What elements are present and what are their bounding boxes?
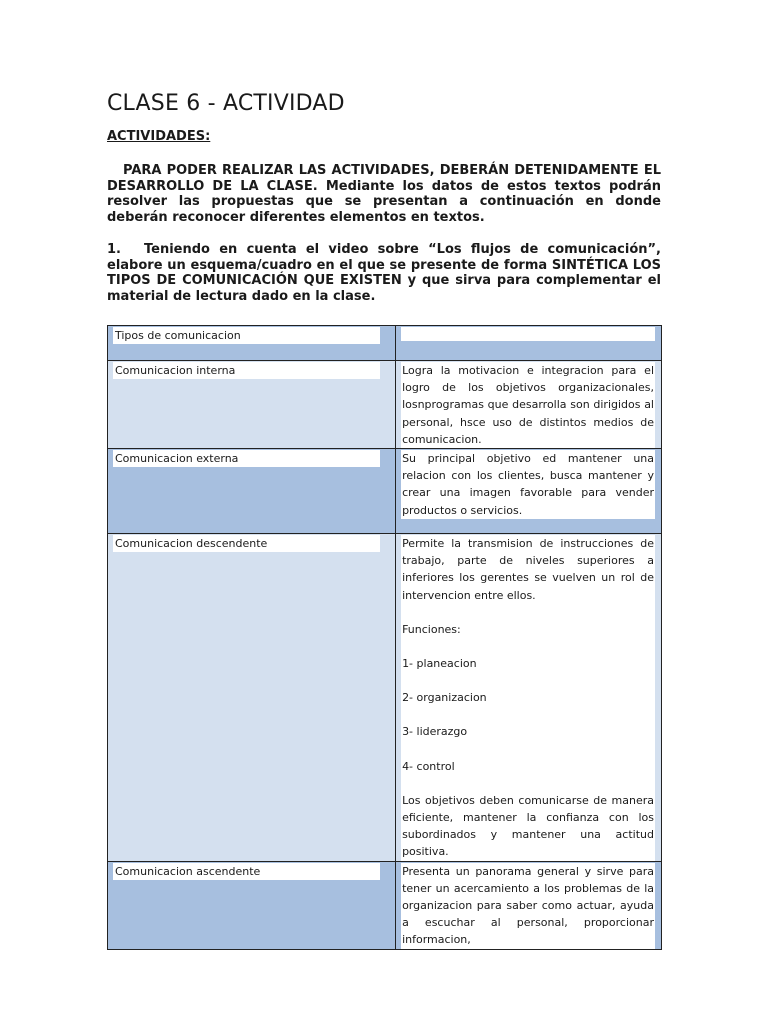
description-paragraph: 4- control bbox=[402, 759, 455, 773]
header-label: Tipos de comunicacion bbox=[113, 327, 380, 344]
intro-paragraph: PARA PODER REALIZAR LAS ACTIVIDADES, DEBERÁN DETENIDAMENTE EL DESARROLLO DE LA CLASE. Mediante los datos de estos textos podrán resolver las propuestas que se presentan a continuación en donde deberán reconocer diferentes elementos en textos. bbox=[107, 163, 661, 225]
row-label-cell bbox=[108, 449, 396, 534]
question-text: Teniendo en cuenta el video sobre “Los flujos de comunicación”, elabore un esquema/cuadro en el que se presente de forma SINTÉTICA LOS TIPOS DE COMUNICACIÓN QUE EXISTEN y que sirva para complementar el material de lectura dado en la clase. bbox=[107, 242, 661, 304]
description-paragraph: 3- liderazgo bbox=[402, 725, 468, 739]
row-label: Comunicacion interna bbox=[113, 362, 380, 379]
page-title: CLASE 6 - ACTIVIDAD bbox=[107, 91, 345, 116]
row-label: Comunicacion ascendente bbox=[113, 863, 380, 880]
row-description bbox=[401, 863, 655, 949]
row-description-cell bbox=[396, 534, 662, 862]
header-label-cell bbox=[108, 326, 396, 361]
row-label-cell bbox=[108, 361, 396, 449]
row-description bbox=[401, 362, 655, 448]
row-label: Comunicacion externa bbox=[113, 450, 380, 467]
communication-types-table bbox=[107, 325, 662, 950]
row-label-cell bbox=[108, 534, 396, 862]
row-label: Comunicacion descendente bbox=[113, 535, 380, 552]
table-row bbox=[108, 361, 662, 449]
table-row bbox=[108, 861, 662, 949]
question-paragraph bbox=[107, 242, 661, 304]
table-row bbox=[108, 449, 662, 534]
row-description-cell bbox=[396, 861, 662, 949]
description-paragraph: 1- planeacion bbox=[402, 657, 477, 671]
activities-subheading: ACTIVIDADES: bbox=[107, 129, 211, 144]
table-header-row bbox=[108, 326, 662, 361]
description-paragraph: Presenta un panorama general y sirve para tener un acercamiento a los problemas de la organizacion para saber como actuar, ayuda a escuchar al personal, proporcionar informacion, bbox=[402, 864, 654, 947]
description-paragraph: Su principal objetivo ed mantener una relacion con los clientes, busca mantener y crear una imagen favorable para vender productos o servicios. bbox=[402, 452, 654, 517]
description-paragraph: Permite la transmision de instrucciones de trabajo, parte de niveles superiores a inferiores los gerentes se vuelven un rol de intervencion entre ellos. bbox=[402, 537, 654, 602]
row-description bbox=[401, 450, 655, 519]
header-description bbox=[401, 327, 655, 341]
header-description-cell bbox=[396, 326, 662, 361]
question-number: 1. bbox=[107, 242, 121, 257]
row-label-cell bbox=[108, 861, 396, 949]
table-row bbox=[108, 534, 662, 862]
description-paragraph: 2- organizacion bbox=[402, 691, 487, 705]
row-description-cell bbox=[396, 361, 662, 449]
description-paragraph: Logra la motivacion e integracion para el logro de los objetivos organizacionales, losnprogramas que desarrolla son dirigidos al personal, hsce uso de distintos medios de comunicacion. bbox=[402, 364, 654, 446]
row-description bbox=[401, 535, 655, 861]
description-paragraph: Los objetivos deben comunicarse de manera eficiente, mantener la confianza con los subordinados y mantener una actitud positiva. bbox=[402, 793, 654, 859]
row-description-cell bbox=[396, 449, 662, 534]
description-paragraph: Funciones: bbox=[402, 622, 461, 636]
